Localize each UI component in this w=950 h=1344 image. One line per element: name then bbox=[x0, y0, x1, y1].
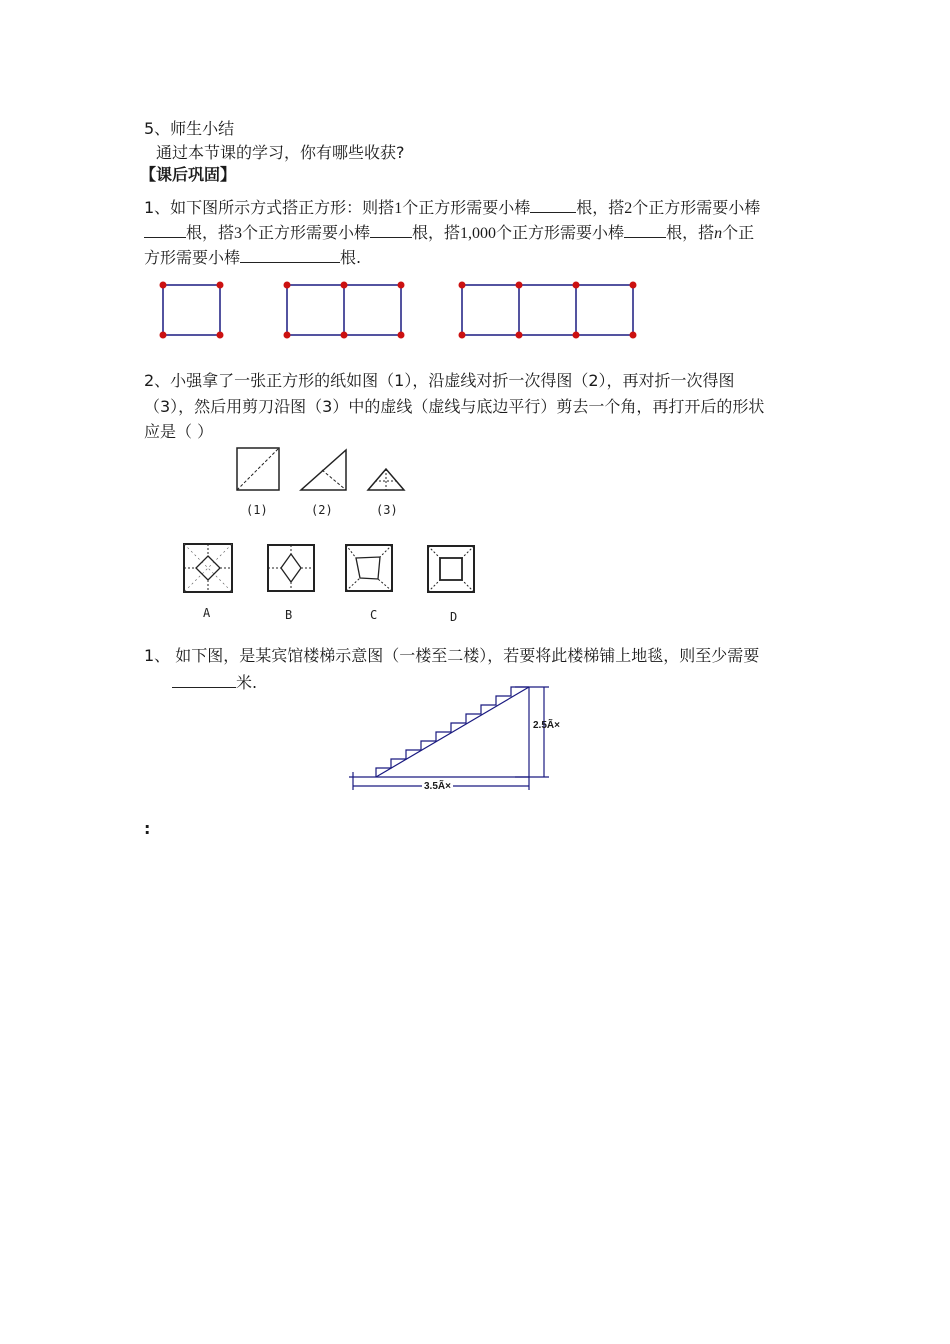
fold-label-2: (2) bbox=[311, 503, 333, 517]
summary-heading: 5、师生小结 bbox=[144, 119, 235, 138]
option-d-figure bbox=[428, 546, 474, 592]
two-squares-figure bbox=[284, 282, 405, 339]
staircase-hypotenuse bbox=[376, 687, 529, 777]
q2-line-1: 2、小强拿了一张正方形的纸如图（1），沿虚线对折一次得图（2），再对折一次得图 bbox=[144, 371, 735, 390]
footer-colon: : bbox=[144, 819, 151, 838]
option-label-b: B bbox=[285, 608, 293, 622]
width-label: 3.5Ã× bbox=[424, 781, 451, 792]
option-c-figure bbox=[346, 545, 392, 591]
q2-option-figures bbox=[180, 540, 480, 600]
q1-squares-figure bbox=[150, 275, 650, 350]
q1-blank-5 bbox=[240, 248, 340, 263]
q3-line-1: 1、 如下图，是某宾馆楼梯示意图（一楼至二楼），若要将此楼梯铺上地毯，则至少需要 bbox=[144, 646, 760, 665]
q1-line-2: 根，搭3个正方形需要小棒 根，搭1,000个正方形需要小棒 根，搭n个正 bbox=[144, 222, 754, 245]
height-label: 2.5Ã× bbox=[533, 720, 560, 731]
q1-line-3: 方形需要小棒 根. bbox=[144, 248, 362, 267]
option-a-figure bbox=[184, 544, 232, 592]
three-squares-figure bbox=[459, 282, 637, 339]
option-label-c: C bbox=[370, 608, 378, 622]
fold-figure-2 bbox=[301, 450, 346, 490]
q2-line-3: 应是（ ） bbox=[144, 422, 214, 441]
option-b-figure bbox=[268, 545, 314, 591]
q1-blank-2 bbox=[144, 223, 186, 238]
one-square-figure bbox=[160, 282, 224, 339]
q3-blank bbox=[172, 673, 236, 688]
q1-blank-3 bbox=[370, 223, 412, 238]
q2-line-2: （3），然后用剪刀沿图（3）中的虚线（虚线与底边平行）剪去一个角，再打开后的形状 bbox=[144, 397, 765, 416]
option-label-d: D bbox=[450, 610, 458, 624]
fold-figure-1 bbox=[237, 448, 279, 490]
option-label-a: A bbox=[203, 606, 211, 620]
fold-label-3: (3) bbox=[376, 503, 398, 517]
q1-blank-4 bbox=[624, 223, 666, 238]
q3-line-2: 米. bbox=[172, 672, 257, 694]
summary-question: 通过本节课的学习，你有哪些收获? bbox=[156, 143, 405, 162]
q1-blank-1 bbox=[530, 198, 576, 213]
staircase-figure bbox=[345, 680, 575, 795]
consolidation-title: 【课后巩固】 bbox=[140, 165, 237, 184]
fold-figure-3 bbox=[368, 469, 404, 490]
q2-fold-figures bbox=[230, 445, 420, 495]
fold-label-1: (1) bbox=[246, 503, 268, 517]
q1-line-1: 1、如下图所示方式搭正方形：则搭1个正方形需要小棒 根，搭2个正方形需要小棒 bbox=[144, 198, 761, 217]
